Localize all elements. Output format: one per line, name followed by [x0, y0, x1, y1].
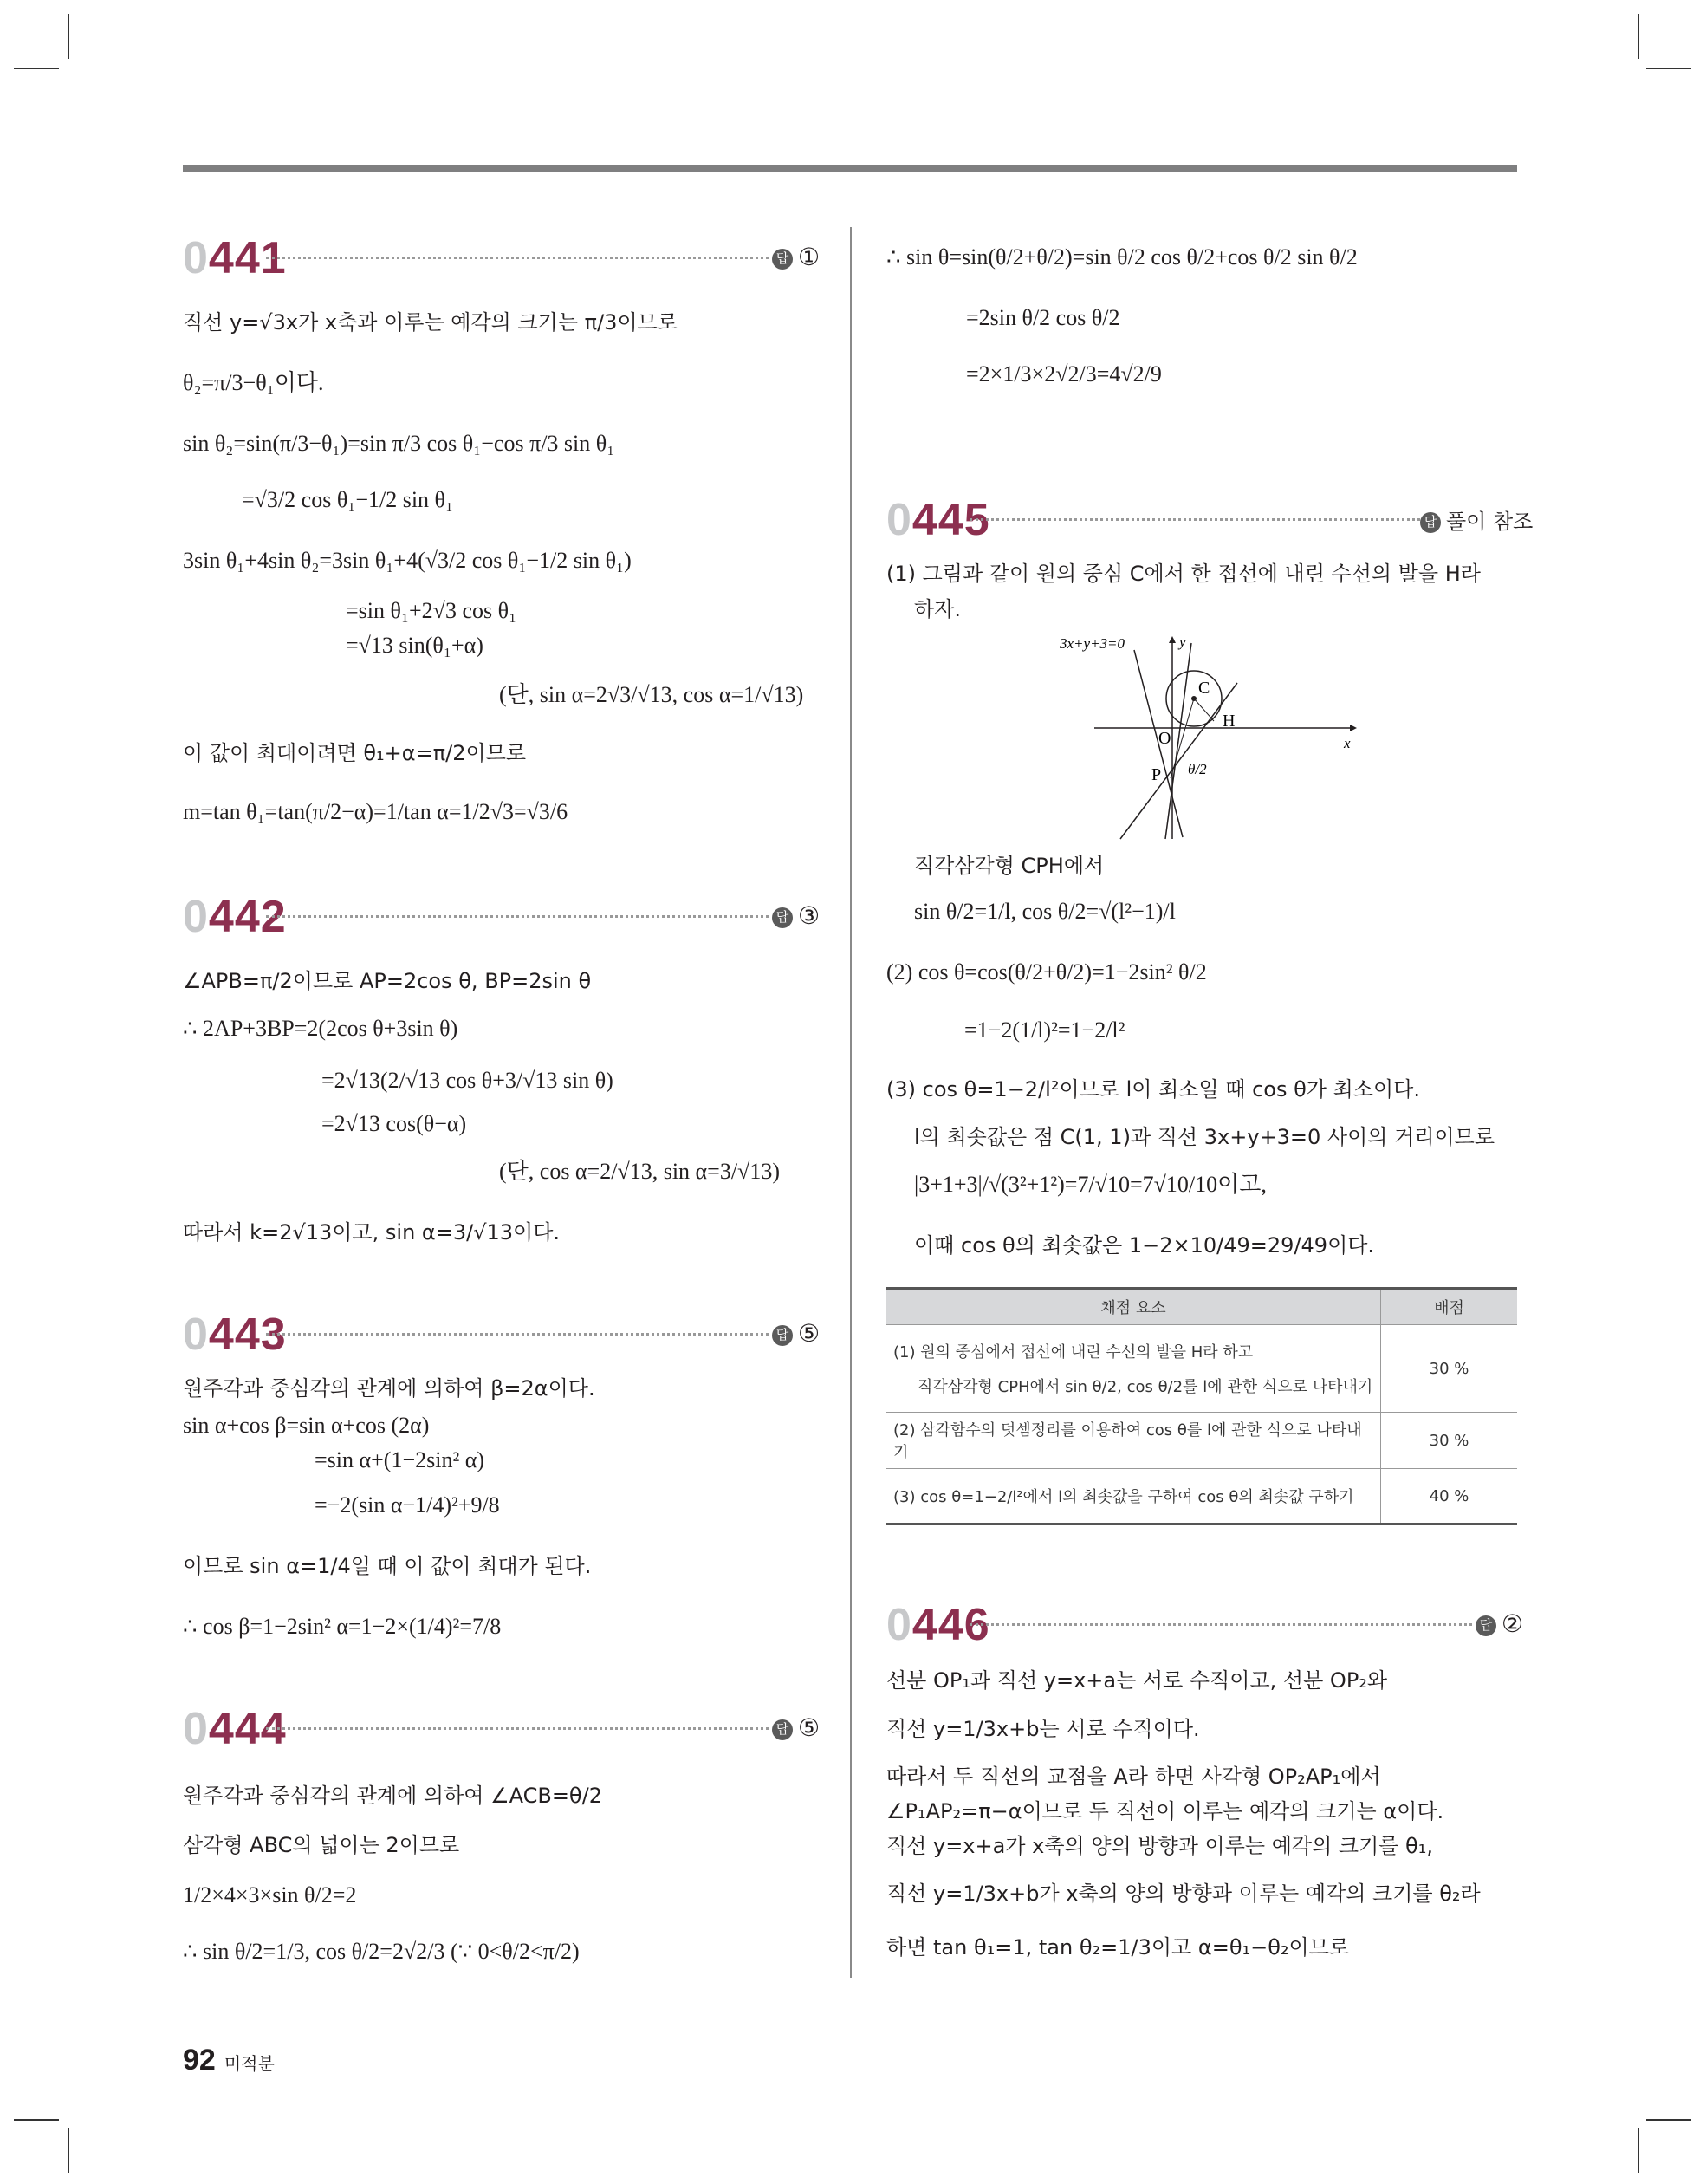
equation-line: ∴ 2AP+3BP=2(2cos θ+3sin θ)	[183, 1016, 458, 1041]
tangent-line	[1120, 683, 1237, 839]
equation-line: 1/2×4×3×sin θ/2=2	[183, 1882, 357, 1908]
text-line: 이때 cos θ의 최솟값은 1−2×10/49=29/49이다.	[914, 1233, 1375, 1258]
table-cell: 30 %	[1381, 1325, 1518, 1413]
text-line: 이므로 sin α=1/4일 때 이 값이 최대가 된다.	[183, 1554, 592, 1578]
crop-mark	[1638, 2128, 1639, 2173]
top-rule	[183, 165, 1517, 172]
text-line: θ₂=π/3−θ₁이다.	[183, 370, 324, 395]
equation-line: m=tan θ₁=tan(π/2−α)=1/tan α=1/2√3=√3/6	[183, 799, 568, 824]
equation-line: |3+1+3|/√(3²+1²)=7/√10=7√10/10이고,	[914, 1172, 1267, 1197]
equation-line: =sin α+(1−2sin² α)	[315, 1447, 485, 1472]
section-name: 미적분	[224, 2053, 275, 2074]
table-row	[886, 1325, 1517, 1413]
text-line: ∠APB=π/2이므로 AP=2cos θ, BP=2sin θ	[183, 969, 592, 993]
equation-line: =2√13 cos(θ−α)	[321, 1111, 467, 1136]
equation-line: =2√13(2/√13 cos θ+3/√13 sin θ)	[321, 1068, 613, 1093]
text-line: 선분 OP₁과 직선 y=x+a는 서로 수직이고, 선분 OP₂와	[886, 1668, 1388, 1693]
table-row	[886, 1469, 1517, 1524]
problem-header-442	[183, 891, 821, 943]
answer-label: 답 ⑤	[772, 1713, 820, 1742]
leader-dots	[266, 1727, 769, 1730]
problem-header-441	[183, 232, 821, 284]
answer-badge-icon: 답	[772, 249, 793, 270]
fig-line-label: 3x+y+3=0	[1060, 635, 1125, 652]
text-line: 직선 y=√3x가 x축과 이루는 예각의 크기는 π/3이므로	[183, 310, 678, 335]
problem-header-444	[183, 1703, 821, 1755]
text-line: 원주각과 중심각의 관계에 의하여 ∠ACB=θ/2	[183, 1784, 602, 1808]
x-axis-arrow-icon	[1350, 725, 1357, 731]
text-line: 하자.	[914, 597, 961, 621]
table-cell: 40 %	[1381, 1469, 1518, 1524]
text-line: 직선 y=1/3x+b는 서로 수직이다.	[886, 1717, 1200, 1741]
text-line: ∠P₁AP₂=π−α이므로 두 직선이 이루는 예각의 크기는 α이다.	[886, 1799, 1444, 1823]
answer-label: 답 ③	[772, 901, 820, 930]
text-line: 따라서 두 직선의 교점을 A라 하면 사각형 OP₂AP₁에서	[886, 1765, 1381, 1789]
text-line: 하면 tan θ₁=1, tan θ₂=1/3이고 α=θ₁−θ₂이므로	[886, 1935, 1350, 1960]
fig-y-label: y	[1179, 634, 1186, 650]
tangent-figure	[1060, 631, 1363, 843]
answer-badge-icon: 답	[772, 907, 793, 928]
fig-theta-label: θ/2	[1188, 761, 1207, 777]
fig-p-label: P	[1151, 765, 1162, 784]
equation-line: =1−2(1/l)²=1−2/l²	[964, 1017, 1125, 1043]
scoring-table	[886, 1287, 1517, 1525]
crop-mark	[14, 2119, 59, 2121]
table-cell: (1) 원의 중심에서 접선에 내린 수선의 발을 H라 하고 직각삼각형 CPH에서 sin θ/2, cos θ/2를 l에 관한 식으로 나타내기	[886, 1325, 1381, 1413]
answer-label: 답 풀이 참조	[1420, 504, 1533, 535]
text-line: 따라서 k=2√13이고, sin α=3/√13이다.	[183, 1220, 561, 1245]
equation-line: =sin θ₁+2√3 cos θ₁	[346, 598, 517, 623]
text-line: 삼각형 ABC의 넓이는 2이므로	[183, 1833, 460, 1857]
crop-mark	[68, 2128, 69, 2173]
leader-dots	[970, 518, 1420, 521]
leader-dots	[266, 1333, 769, 1336]
problem-number: 0442	[183, 892, 287, 942]
text-line: 이 값이 최대이려면 θ₁+α=π/2이므로	[183, 741, 527, 765]
crop-mark	[1638, 14, 1639, 59]
equation-line: =√3/2 cos θ₁−1/2 sin θ₁	[242, 487, 454, 512]
problem-number: 0446	[886, 1600, 990, 1650]
equation-line: ∴ sin θ=sin(θ/2+θ/2)=sin θ/2 cos θ/2+cos θ/2 sin θ/2	[886, 244, 1358, 270]
text-line: 원주각과 중심각의 관계에 의하여 β=2α이다.	[183, 1376, 595, 1401]
equation-line: sin α+cos β=sin α+cos (2α)	[183, 1413, 430, 1438]
page-footer	[183, 2044, 275, 2077]
equation-line: 3sin θ₁+4sin θ₂=3sin θ₁+4(√3/2 cos θ₁−1/2 sin θ₁)	[183, 548, 632, 573]
equation-line: =√13 sin(θ₁+α)	[346, 633, 483, 658]
problem-number: 0443	[183, 1310, 287, 1360]
answer-label: 답 ⑤	[772, 1319, 820, 1348]
radius-to-h	[1194, 699, 1214, 721]
table-header: 채점 요소	[886, 1289, 1381, 1325]
column-divider	[850, 227, 852, 1978]
crop-mark	[1646, 2119, 1691, 2121]
crop-mark	[14, 68, 59, 69]
equation-line: sin θ₂=sin(π/3−θ₁)=sin π/3 cos θ₁−cos π/3 sin θ₁	[183, 431, 615, 456]
fig-o-label: O	[1158, 729, 1171, 748]
fig-x-label: x	[1344, 735, 1351, 751]
crop-mark	[68, 14, 69, 59]
condition-line: (단, sin α=2√3/√13, cos α=1/√13)	[499, 682, 804, 707]
problem-header-446	[886, 1599, 1524, 1651]
table-header: 배점	[1381, 1289, 1518, 1325]
table-cell: (3) cos θ=1−2/l²에서 l의 최솟값을 구하여 cos θ의 최솟값 구하기	[886, 1469, 1381, 1524]
problem-number: 0441	[183, 233, 287, 283]
y-axis-arrow-icon	[1169, 636, 1176, 643]
equation-line: =2sin θ/2 cos θ/2	[966, 305, 1120, 330]
text-line: (3) cos θ=1−2/l²이므로 l이 최소일 때 cos θ가 최소이다.	[886, 1077, 1420, 1102]
problem-number: 0445	[886, 495, 990, 545]
text-line: 직선 y=1/3x+b가 x축의 양의 방향과 이루는 예각의 크기를 θ₂라	[886, 1882, 1481, 1906]
answer-label: 답 ①	[772, 243, 820, 271]
equation-line: =−2(sin α−1/4)²+9/8	[315, 1492, 500, 1518]
equation-line: ∴ cos β=1−2sin² α=1−2×(1/4)²=7/8	[183, 1614, 502, 1639]
fig-h-label: H	[1223, 712, 1236, 731]
leader-dots	[266, 257, 769, 259]
text-line: (1) 그림과 같이 원의 중심 C에서 한 접선에 내린 수선의 발을 H라	[886, 562, 1481, 586]
answer-badge-icon: 답	[772, 1719, 793, 1740]
table-cell: 30 %	[1381, 1413, 1518, 1469]
page-number: 92	[183, 2044, 216, 2077]
text-line: 직선 y=x+a가 x축의 양의 방향과 이루는 예각의 크기를 θ₁,	[886, 1834, 1433, 1858]
leader-dots	[266, 915, 769, 918]
equation-line: =2×1/3×2√2/3=4√2/9	[966, 361, 1162, 387]
fig-c-label: C	[1198, 679, 1210, 698]
crop-mark	[1646, 68, 1691, 69]
answer-badge-icon: 답	[1420, 512, 1441, 533]
condition-line: (단, cos α=2/√13, sin α=3/√13)	[499, 1159, 780, 1184]
answer-badge-icon: 답	[772, 1325, 793, 1346]
problem-header-445	[886, 494, 1534, 546]
answer-badge-icon: 답	[1476, 1615, 1496, 1636]
text-line: 직각삼각형 CPH에서	[914, 854, 1105, 878]
equation-line: (2) cos θ=cos(θ/2+θ/2)=1−2sin² θ/2	[886, 959, 1207, 985]
equation-line: ∴ sin θ/2=1/3, cos θ/2=2√2/3 (∵ 0<θ/2<π/2)	[183, 1939, 580, 1964]
problem-header-443	[183, 1309, 821, 1361]
equation-line: sin θ/2=1/l, cos θ/2=√(l²−1)/l	[914, 899, 1176, 924]
answer-label: 답 ②	[1476, 1609, 1523, 1638]
table-cell: (2) 삼각함수의 덧셈정리를 이용하여 cos θ를 l에 관한 식으로 나타내기	[886, 1413, 1381, 1469]
table-row	[886, 1413, 1517, 1469]
text-line: l의 최솟값은 점 C(1, 1)과 직선 3x+y+3=0 사이의 거리이므로	[914, 1125, 1495, 1149]
leader-dots	[970, 1623, 1472, 1626]
problem-number: 0444	[183, 1704, 287, 1754]
